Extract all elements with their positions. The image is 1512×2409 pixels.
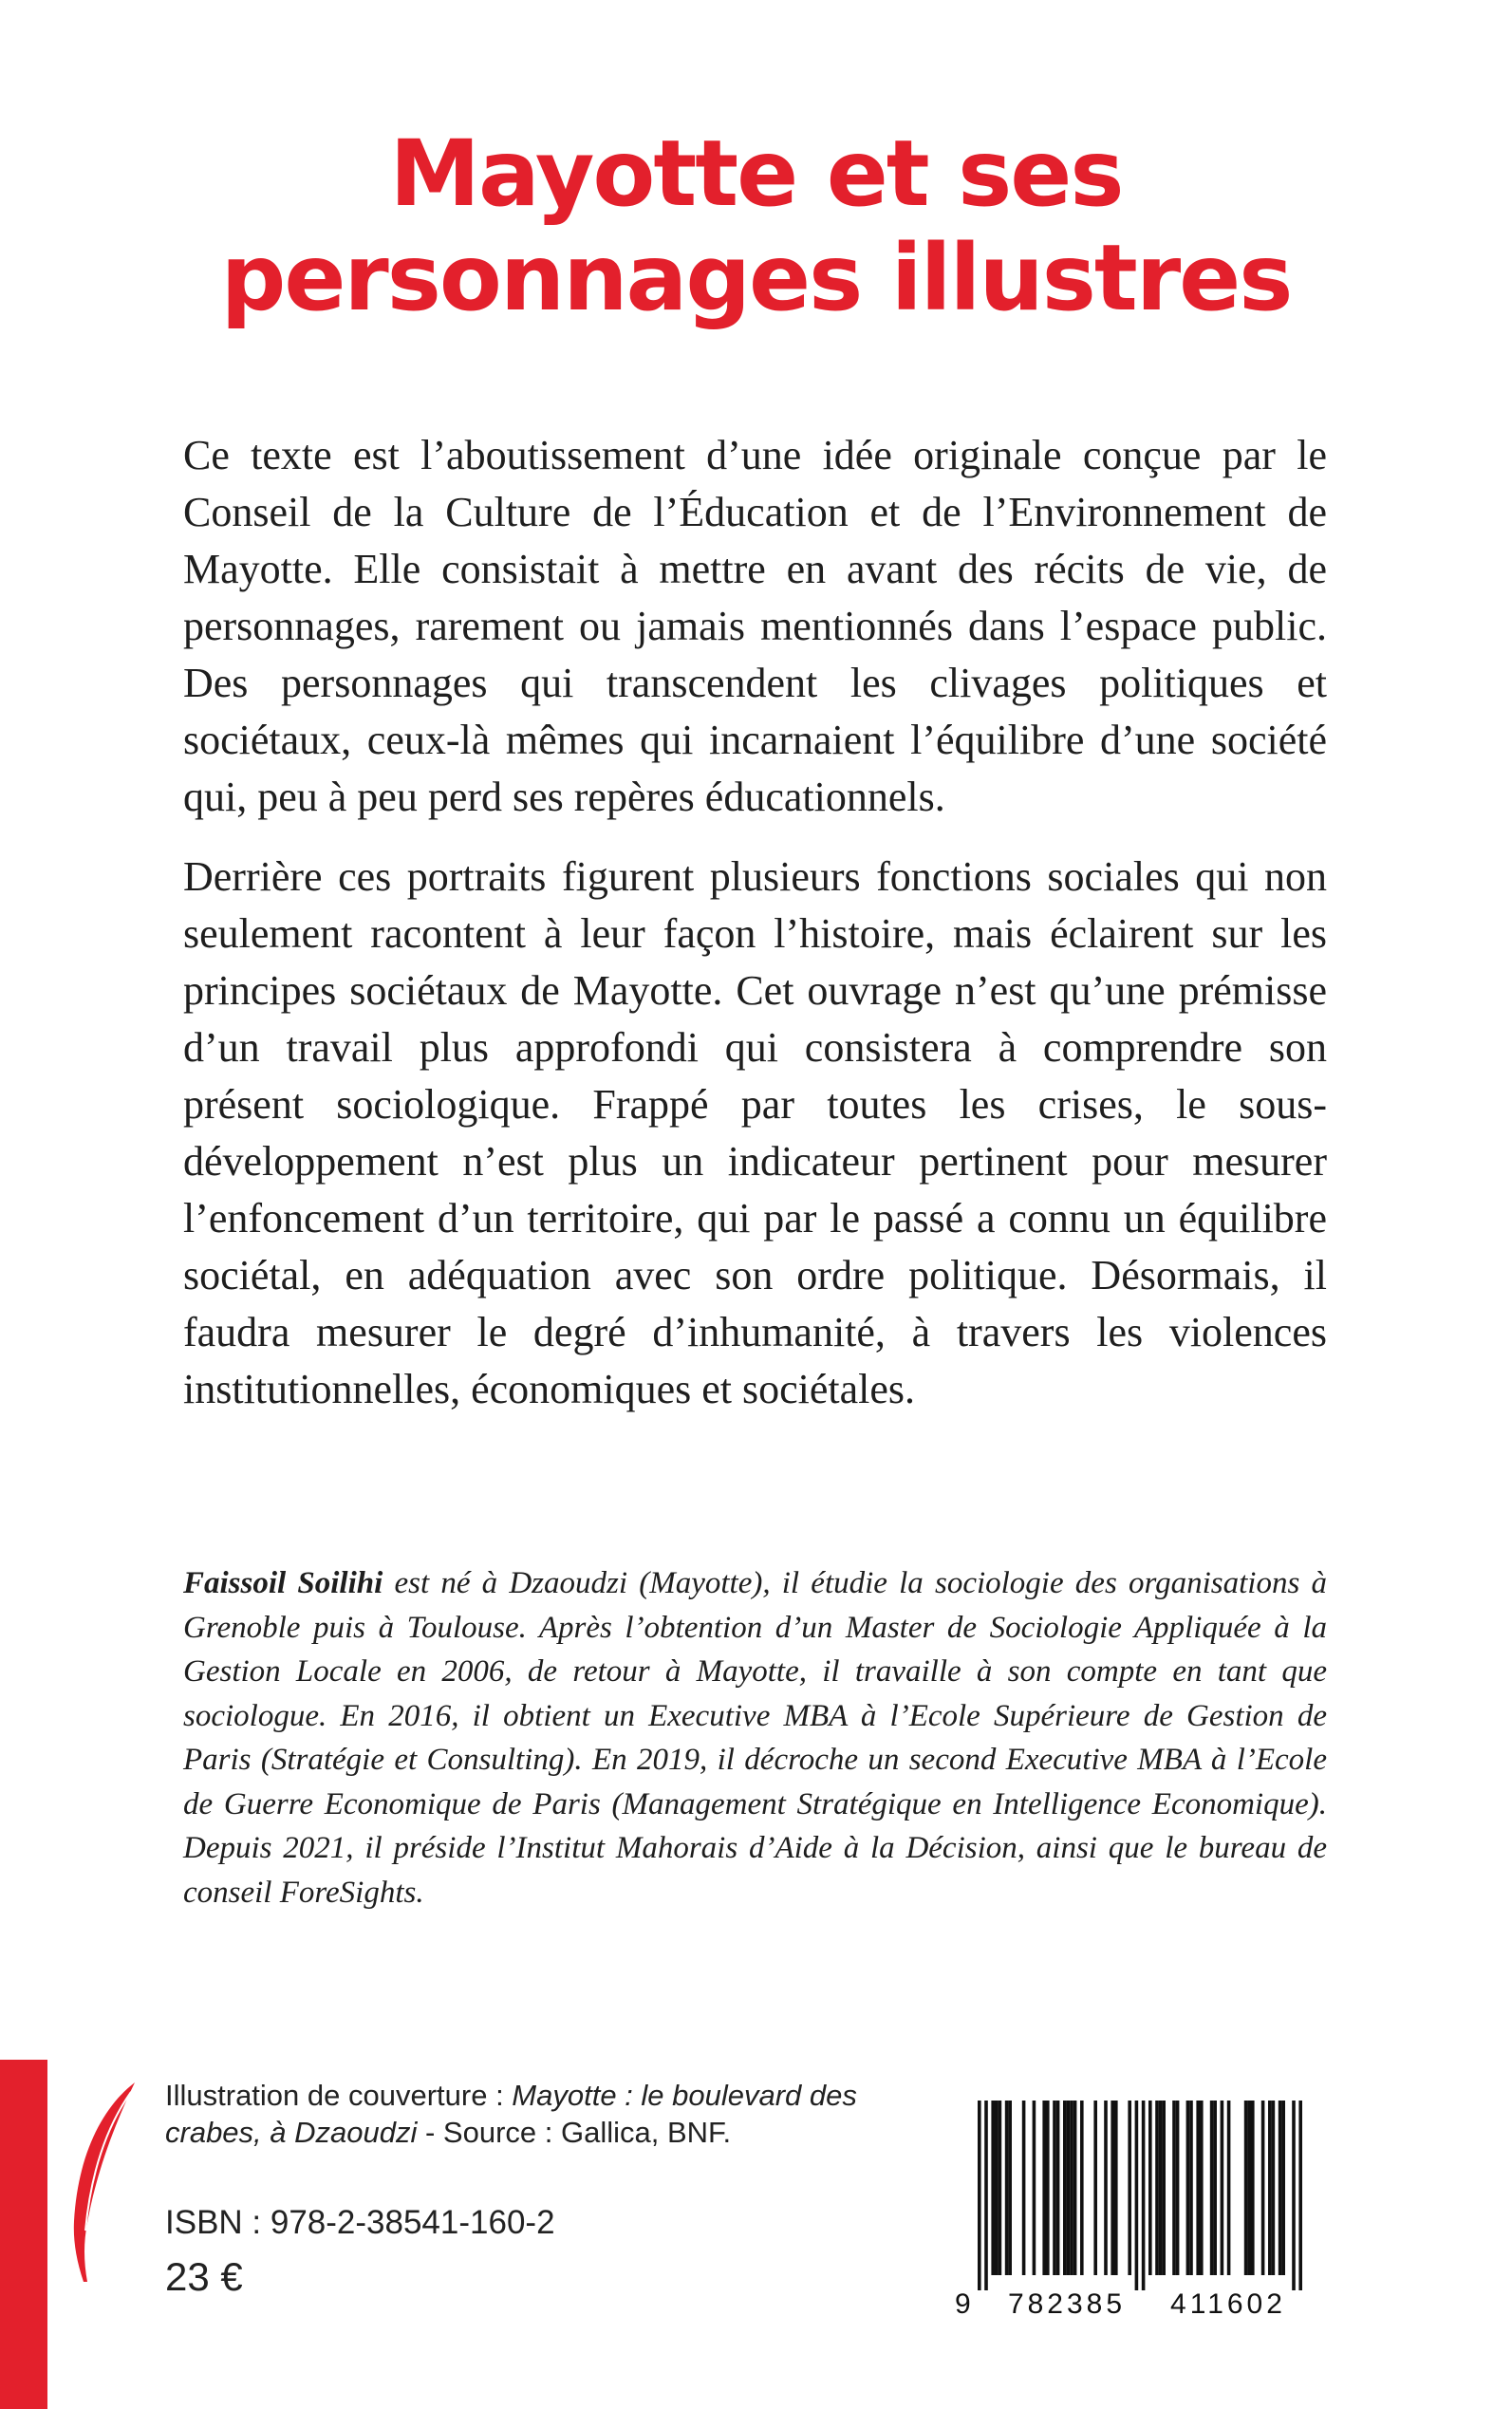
author-bio-text: est né à Dzaoudzi (Mayotte), il étudie la sociologie des organisations à Grenoble puis à Toulouse. Après l’obtention d’un Master de Sociologie Appliquée à la Gestion Locale en 2006, de retour à Mayotte, il travaille à son compte en tant que sociologue. En 2016, il obtient un Executive MBA à l’Ecole Supérieure de Gestion de Paris (Stratégie et Consulting). En 2019, il décroche un second Executive MBA à l’Ecole de Guerre Economique de Paris (Management Stratégique en Intelligence Economique). Depuis 2021, il préside l’Institut Mahorais d’Aide à la Décision, ainsi que le bureau de conseil ForeSights. (183, 1566, 1327, 1910)
barcode-bar-47 (1292, 2101, 1296, 2290)
barcode-bar-22 (1128, 2101, 1131, 2275)
barcode-bar-23 (1135, 2101, 1139, 2290)
barcode-bar-2 (991, 2101, 995, 2275)
barcode-bar-44 (1272, 2101, 1276, 2275)
barcode-bar-5 (1005, 2101, 1009, 2275)
credit-prefix: Illustration de couverture : (165, 2079, 513, 2112)
barcode-bar-24 (1142, 2101, 1146, 2290)
barcode-bar-14 (1067, 2101, 1071, 2275)
isbn: ISBN : 978-2-38541-160-2 (165, 2204, 555, 2241)
barcode-bar-9 (1042, 2101, 1046, 2275)
barcode-bar-38 (1227, 2101, 1231, 2275)
barcode-digits-right: 411602 (1170, 2288, 1286, 2320)
barcode-bar-34 (1200, 2101, 1204, 2275)
ean13-barcode (949, 2093, 1336, 2321)
barcode-bar-30 (1176, 2101, 1180, 2275)
description (183, 427, 1327, 1441)
barcode-bar-16 (1073, 2101, 1077, 2275)
barcode-bar-36 (1213, 2101, 1217, 2275)
barcode-bar-37 (1221, 2101, 1224, 2275)
credit-work-title: Mayotte : le boulevard des crabes, à Dzaoudzi (165, 2079, 857, 2149)
barcode-bar-31 (1186, 2101, 1190, 2275)
barcode-bar-7 (1022, 2101, 1026, 2275)
book-title (0, 121, 1512, 330)
description-paragraph-1: Ce texte est l’aboutissement d’une idée originale conçue par le Conseil de la Culture de l’Éducation et de l’Environnement de Mayotte. Elle consistait à mettre en avant des récits de vie, de personnages, rarement ou jamais mentionnés dans l’espace public. Des personnages qui transcendent les clivages politiques et sociétaux, ceux-là mêmes qui incarnaient l’équilibre d’une société qui, peu à peu perd ses repères éducationnels. (183, 432, 1327, 820)
barcode-bar-8 (1033, 2101, 1036, 2275)
barcode-bar-28 (1162, 2101, 1166, 2275)
barcode-bar-13 (1063, 2101, 1067, 2275)
barcode-bar-11 (1053, 2101, 1056, 2275)
barcode-bar-17 (1080, 2101, 1084, 2275)
barcode-bar-25 (1148, 2101, 1152, 2275)
credit-source: - Source : Gallica, BNF. (417, 2116, 732, 2149)
barcode-bar-6 (1008, 2101, 1012, 2275)
description-paragraph-2: Derrière ces portraits figurent plusieurs fonctions sociales qui non seulement racontent à leur façon l’histoire, mais éclairent sur les principes sociétaux de Mayotte. Cet ouvrage n’est qu’une prémisse d’un travail plus approfondi qui consistera à comprendre son présent sociologique. Frappé par toutes les crises, le sous-développement n’est plus un indicateur pertinent pour mesurer l’enfoncement d’un territoire, qui par le passé a connu un équilibre sociétal, en adéquation avec son ordre politique. Désormais, il faudra mesurer le degré d’inhumanité, à travers les violences institutionnelles, économiques et sociétales. (183, 853, 1327, 1412)
barcode-bar-21 (1114, 2101, 1118, 2275)
barcode-digit-first: 9 (955, 2288, 971, 2320)
author-bio (183, 1561, 1327, 1914)
barcode-bar-20 (1111, 2101, 1114, 2275)
barcode-bar-48 (1298, 2101, 1302, 2290)
barcode-bar-40 (1247, 2101, 1251, 2275)
barcode-bar-15 (1070, 2101, 1073, 2275)
price: 23 € (165, 2254, 243, 2299)
barcode-bar-3 (995, 2101, 999, 2275)
barcode-bar-0 (978, 2101, 981, 2290)
barcode-bar-39 (1244, 2101, 1248, 2275)
barcode-bar-42 (1261, 2101, 1265, 2275)
barcode-digits-left: 782385 (1007, 2288, 1127, 2320)
barcode-bar-27 (1159, 2101, 1163, 2275)
barcode-bar-46 (1281, 2101, 1285, 2275)
barcode-bar-1 (984, 2101, 988, 2290)
red-spine-bar (0, 2060, 47, 2409)
barcode-bar-45 (1279, 2101, 1282, 2275)
barcode-bar-18 (1093, 2101, 1097, 2275)
author-name: Faissoil Soilihi (183, 1566, 383, 1600)
barcode-bar-43 (1268, 2101, 1272, 2275)
book-title-line-2: personnages illustres (220, 225, 1292, 331)
barcode-bar-29 (1172, 2101, 1176, 2275)
feather-logo-icon (65, 2079, 140, 2288)
barcode-bar-32 (1189, 2101, 1193, 2275)
barcode-bar-4 (999, 2101, 1002, 2275)
barcode-bar-12 (1056, 2101, 1060, 2275)
barcode-bar-26 (1155, 2101, 1159, 2275)
barcode-bar-41 (1251, 2101, 1255, 2275)
cover-illustration-credit (165, 2077, 905, 2151)
barcode-bar-35 (1210, 2101, 1214, 2275)
barcode-bar-19 (1104, 2101, 1108, 2275)
barcode-bar-10 (1046, 2101, 1050, 2275)
book-title-line-1: Mayotte et ses (389, 121, 1123, 227)
barcode-bar-33 (1196, 2101, 1200, 2275)
